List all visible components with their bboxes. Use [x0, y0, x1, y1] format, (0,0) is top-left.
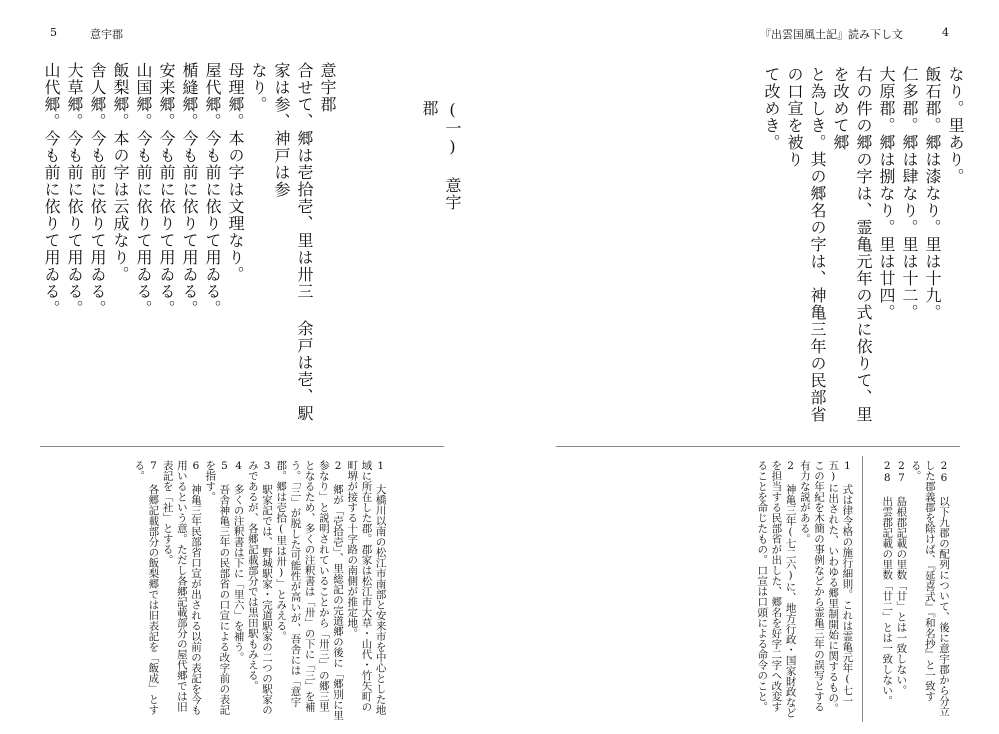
page-number-right: 4	[942, 26, 949, 39]
text-line: 楯縫郷。今も前に依りて用ゐる。	[180, 62, 199, 317]
text-line: 安来郷。今も前に依りて用ゐる。	[157, 62, 176, 317]
note-divider-left	[40, 446, 444, 447]
note-item: 28 出雲郡記載の里数「廿二」とは一致しない。	[881, 460, 894, 706]
text-line: 大草郷。今も前に依りて用ゐる。	[65, 62, 84, 317]
note-item: 4 多くの注釈書は下に「里六」を補う。	[232, 460, 245, 663]
note-item: 2 神亀三年(七二六)に、地方行政・国家財政などを担当する民部省が出した、郷名を好字二字へ改変することを命じたもの。口宣は口頭による命令のこと。	[756, 460, 797, 718]
running-head-left: 意宇郡	[90, 28, 123, 41]
section-title	[418, 100, 464, 220]
text-line: 右の件の郷の字は、霊亀元年の式に依りて、里を改めて郷	[831, 66, 873, 423]
note-item: 2 郷が「壱拾壱」、里総記の完道郷の後に「郷別に里参なり」と説明されていることから「卅三」の郷三里となるため、多くの注釈書は「卅」の下に「三」を補う。「三」が脱した可能性が高いが、吾舎には「意宇郡。郷は壱拾(里は卅)」とみえる。	[275, 460, 345, 721]
text-line: 大原郡。郷は捌なり。里は廿四。	[877, 66, 896, 321]
notes-right-b	[755, 460, 854, 720]
notes-right-a	[880, 460, 951, 720]
note-divider-right	[556, 446, 960, 447]
text-line: 飯梨郷。本の字は云成なり。	[111, 62, 130, 283]
note-item: 3 駅家記では、野城駅家・完道駅家の二つの駅家のみであるが、各郷記載部分では黒田駅もみえる。	[246, 460, 274, 715]
text-line: なり。	[249, 62, 268, 113]
main-text-left	[40, 62, 339, 432]
text-line: 屋代郷。今も前に依りて用ゐる。	[203, 62, 222, 317]
note-item: 1 式は律令格の施行細則。これは霊亀元年(七一五)に出された、いわゆる郷里制開始に関するもの。この年紀を木簡の事例などから霊亀三年の誤写とする有力な説がある。	[798, 460, 854, 714]
page-number-left: 5	[50, 26, 57, 39]
note-item: 7 各郷記載部分の飯梨郷では旧表記を「飯成」とする。	[133, 460, 160, 715]
note-item: 6 神亀三年民部省口宣が出される以前の表記を今も用いるという意。ただし各郷記載部分の屋代郷では旧表記を「社」とする。	[161, 460, 203, 715]
text-line: て改めき。	[762, 66, 781, 151]
text-line: 合せて、郷は壱拾壱、里は卅三 余戸は壱、駅家は参、神戸は参	[272, 62, 314, 422]
text-line: 意宇郡	[318, 62, 337, 113]
note-item: 1 大橋川以南の松江市南部と安来市を中心とした地域に所在した郡。郡家は松江市大草・山代・竹矢町の町堺が接する十字路の南側が推定地。	[346, 460, 387, 715]
note-item: 5 吾舎神亀三年の民部省の口宣による改字前の表記を指す。	[204, 460, 231, 715]
text-line: と為しき。其の郷名の字は、神亀三年の民部省の口宣を被り	[785, 66, 827, 423]
note-item: 27 島根郡記載の里数「廿」とは一致しない。	[895, 460, 908, 696]
text-line: 舎人郷。今も前に依りて用ゐる。	[88, 62, 107, 317]
note-item: 26 以下九郡の配列について、後に意宇郡から分立した郡義郡を除けば、『延喜式』『和名抄』と一致する。	[909, 460, 951, 717]
text-line: 仁多郡。郷は肆なり。里は十二。	[900, 66, 919, 321]
section-heading: (一) 意宇郡	[420, 100, 462, 211]
main-text-right	[760, 66, 967, 426]
notes-left	[132, 460, 388, 722]
text-line: 母理郷。本の字は文理なり。	[226, 62, 245, 283]
text-line: なり。里あり。	[946, 66, 965, 185]
text-line: 山代郷。今も前に依りて用ゐる。	[42, 62, 61, 317]
note-column-divider	[862, 456, 863, 722]
running-head-right: 『出雲国風土記』読み下し文	[760, 28, 903, 41]
text-line: 飯石郡。郷は漆なり。里は十九。	[923, 66, 942, 321]
text-line: 山国郷。今も前に依りて用ゐる。	[134, 62, 153, 317]
